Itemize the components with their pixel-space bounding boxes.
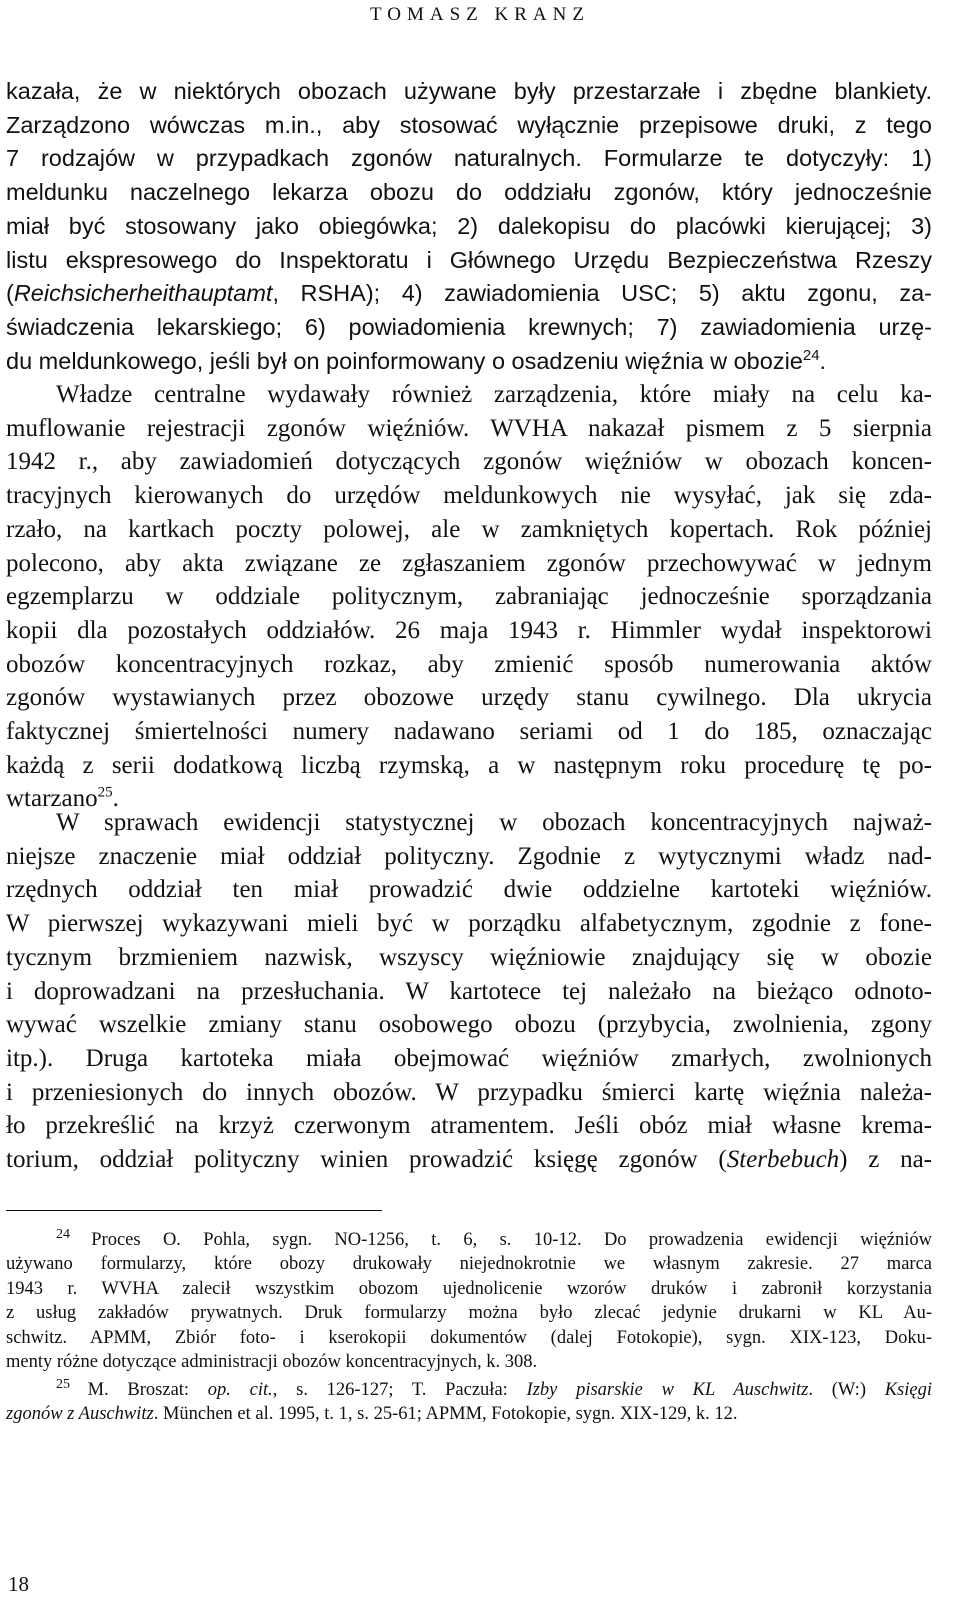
text-segment: tycznym brzmieniem nazwisk, wszyscy więźniowie znajdujący się w obozie [6, 943, 932, 971]
text-line [6, 975, 932, 1009]
footnote-text: używano formularzy, które obozy drukowały niejednokrotnie we własnym zakresie. 27 marca [6, 1254, 932, 1275]
text-line [6, 345, 932, 379]
footnote-25 [6, 1378, 932, 1427]
footnote-24 [6, 1228, 932, 1374]
text-segment: meldunku naczelnego lekarza obozu do oddziału zgonów, który jednocześnie [6, 179, 932, 206]
footnote-text: . (W:) [808, 1380, 885, 1400]
footnote-text: . München et al. 1995, t. 1, s. 25-61; APMM, Fotokopie, sygn. XIX-129, k. 12. [153, 1404, 738, 1425]
text-segment: W sprawach ewidencji statystycznej w obozach koncentracyjnych najważ- [56, 809, 932, 836]
text-line [6, 311, 932, 345]
footnote-line [6, 1301, 932, 1325]
text-line [6, 479, 932, 513]
text-line [6, 445, 932, 479]
text-segment: i doprowadzani na przesłuchania. W kartotece tej należało na bieżąco odnoto- [6, 977, 932, 1005]
text-line [6, 1143, 932, 1177]
text-line [6, 715, 932, 749]
footnote-number: 25 [56, 1376, 88, 1392]
text-segment: zgonów wystawianych przez obozowe urzędy stanu cywilnego. Dla ukrycia [6, 684, 932, 712]
text-segment: 7 rodzajów w przypadkach zgonów naturalnych. Formularze te dotyczyły: 1) [6, 145, 932, 172]
text-line [6, 412, 932, 446]
footnote-ref: 25 [97, 785, 113, 802]
text-segment: wywać wszelkie zmiany stanu osobowego obozu (przybycia, zwolnienia, zgony [6, 1011, 932, 1039]
footnote-text: Proces O. Pohla, sygn. NO-1256, t. 6, s. 10-12. Do prowadzenia ewidencji więźniów [91, 1230, 933, 1250]
footnote-line [6, 1252, 932, 1276]
text-segment: każdą z serii dodatkową liczbą rzymską, a w następnym roku procedurę tę po- [6, 751, 932, 779]
text-line [6, 907, 932, 941]
paragraph-3 [6, 806, 932, 1177]
footnote-text: Izby pisarskie w KL Auschwitz [526, 1380, 809, 1400]
text-segment: obozów koncentracyjnych rozkaz, aby zmienić sposób numerowania aktów [6, 650, 932, 678]
footnote-line [6, 1402, 932, 1426]
text-segment: rzało, na kartkach poczty polowej, ale w zamkniętych kopertach. Rok później [6, 515, 932, 543]
text-segment: i przeniesionych do innych obozów. W przypadku śmierci kartę więźnia należa- [6, 1078, 932, 1106]
text-segment: niejsze znaczenie miał oddział polityczny. Zgodnie z wytycznymi władz nad- [6, 842, 932, 870]
text-segment: du meldunkowego, jeśli był on poinformowany o osadzeniu więźnia w obozie [6, 347, 803, 374]
running-head: TOMASZ KRANZ [370, 4, 590, 25]
text-segment: muflowanie rejestracji zgonów więźniów. WVHA nakazał pismem z 5 sierpnia [6, 414, 932, 442]
paragraph-1 [6, 75, 932, 378]
footnote-line [6, 1378, 932, 1402]
text-line [6, 614, 932, 648]
text-line: (Reichsicherheithauptamt, RSHA); 4) zawiadomienia USC; 5) aktu zgonu, za- [6, 280, 932, 307]
text-line [6, 1042, 932, 1076]
text-segment: ło przekreślić na krzyż czerwonym atramentem. Jeśli obóz miał własne krema- [6, 1112, 932, 1140]
text-segment: rzędnych oddział ten miał prowadzić dwie oddzielne kartoteki więźniów. [6, 876, 932, 904]
footnote-text: , s. 126-127; T. Paczuła: [272, 1380, 527, 1400]
text-segment: Reichsicherheithauptamt [13, 280, 273, 307]
text-line [6, 176, 932, 210]
text-line [6, 142, 932, 176]
text-segment: . [112, 785, 119, 813]
footnote-ref: 24 [802, 346, 820, 364]
footnote-line [6, 1277, 932, 1301]
text-line [6, 681, 932, 715]
footnote-text: op. cit. [207, 1380, 273, 1400]
text-segment: , RSHA); 4) zawiadomienia USC; 5) aktu zgonu, za- [272, 280, 932, 307]
text-line [6, 75, 932, 109]
footnote-text: 1943 r. WVHA zalecił wszystkim obozom ujednolicenie wzorów druków i zabronił korzystania [6, 1278, 932, 1299]
page-number: 18 [8, 1572, 29, 1596]
text-segment: Władze centralne wydawały również zarządzenia, które miały na celu ka- [56, 381, 932, 408]
text-line [6, 1076, 932, 1110]
footnote-line [6, 1326, 932, 1350]
text-segment: tracyjnych kierowanych do urzędów meldunkowych nie wysyłać, jak się zda- [6, 482, 932, 510]
text-segment: Sterbebuch [726, 1146, 840, 1174]
text-segment: Zarządzono wówczas m.in., aby stosować wyłącznie przepisowe druki, z tego [6, 111, 932, 138]
text-line [6, 210, 932, 244]
text-line [6, 840, 932, 874]
footnote-text: menty różne dotyczące administracji obozów koncentracyjnych, k. 308. [6, 1352, 538, 1373]
text-segment: świadczenia lekarskiego; 6) powiadomienia krewnych; 7) zawiadomienia urzę- [6, 313, 932, 340]
text-segment: ) z na- [839, 1146, 932, 1174]
footnote-separator [6, 1210, 382, 1211]
footnote-line [6, 1228, 932, 1252]
text-line [6, 749, 932, 783]
text-segment: W pierwszej wykazywani mieli być w porządku alfabetycznym, zgodnie z fone- [6, 910, 932, 938]
footnote-text: schwitz. APMM, Zbiór foto- i kserokopii dokumentów (dalej Fotokopie), sygn. XIX-123, Doku- [6, 1327, 932, 1348]
footnote-text: zgonów z Auschwitz [6, 1404, 154, 1425]
text-line [6, 1008, 932, 1042]
text-segment: . [819, 347, 827, 374]
text-segment: miał być stosowany jako obiegówka; 2) dalekopisu do placówki kierującej; 3) [6, 212, 932, 239]
text-line [6, 648, 932, 682]
text-line [6, 806, 932, 840]
paragraph-2 [6, 378, 932, 816]
text-line [6, 244, 932, 278]
text-line [6, 873, 932, 907]
text-line [6, 378, 932, 412]
footnote-text: Księgi [884, 1380, 932, 1400]
text-segment: torium, oddział polityczny winien prowadzić księgę zgonów ( [6, 1146, 727, 1174]
text-line [6, 109, 932, 143]
text-segment: kazała, że w niektórych obozach używane były przestarzałe i zbędne blankiety. [6, 78, 932, 104]
text-line [6, 941, 932, 975]
text-segment: listu ekspresowego do Inspektoratu i Głównego Urzędu Bezpieczeństwa Rzeszy [6, 246, 932, 273]
text-line [6, 1109, 932, 1143]
footnote-text: z usług zakładów prywatnych. Druk formularzy można było zlecać jedynie drukarni w KL Au- [6, 1303, 932, 1324]
text-segment: polecono, aby akta związane ze zgłaszaniem zgonów przechowywać w jednym [6, 549, 932, 577]
text-segment: egzemplarzu w oddziale politycznym, zabraniając jednocześnie sporządzania [6, 583, 932, 611]
footnote-number: 24 [56, 1226, 92, 1242]
footnote-line [6, 1350, 932, 1374]
text-segment: kopii dla pozostałych oddziałów. 26 maja 1943 r. Himmler wydał inspektorowi [6, 616, 932, 644]
text-segment: 1942 r., aby zawiadomień dotyczących zgonów więźniów w obozach koncen- [6, 448, 932, 476]
text-line [6, 580, 932, 614]
text-segment: wtarzano [6, 785, 98, 813]
text-line [6, 513, 932, 547]
text-segment: itp.). Druga kartoteka miała obejmować więźniów zmarłych, zwolnionych [6, 1044, 932, 1072]
text-line [6, 547, 932, 581]
text-segment: faktycznej śmiertelności numery nadawano seriami od 1 do 185, oznaczając [6, 718, 932, 746]
footnote-text: M. Broszat: [87, 1380, 208, 1400]
